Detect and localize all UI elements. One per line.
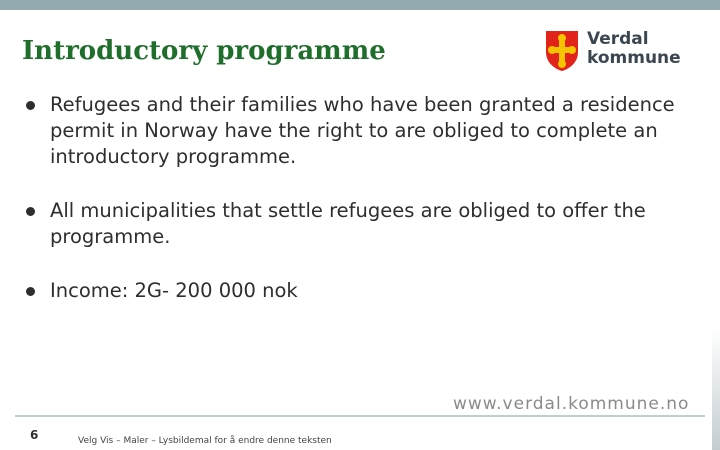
website-url: www.verdal.kommune.no (453, 394, 690, 414)
top-accent-bar (0, 0, 720, 10)
bullet-dot-icon (26, 101, 35, 110)
bullet-dot-icon (26, 207, 35, 216)
slide-title: Introductory programme (22, 36, 386, 66)
bullet-text: All municipalities that settle refugees are obliged to offer the programme. (50, 199, 646, 248)
bullet-item (22, 92, 690, 170)
right-edge-bar (712, 330, 720, 450)
logo-wordmark (587, 30, 681, 68)
footer-text: Velg Vis – Maler – Lysbildemal for å endre denne teksten (78, 436, 332, 446)
bullet-list (22, 92, 690, 304)
logo-line-verdal: Verdal (587, 29, 649, 49)
bullet-item (22, 278, 690, 304)
bullet-item (22, 198, 690, 250)
page-number: 6 (30, 428, 39, 442)
bullet-text: Refugees and their families who have been granted a residence permit in Norway have the right to are obliged to complete an introductory programme. (50, 93, 675, 168)
bullet-dot-icon (26, 287, 35, 296)
logo-line-kommune: kommune (587, 48, 681, 68)
verdal-kommune-logo (545, 28, 695, 78)
footer-divider (15, 415, 705, 417)
verdal-shield-icon (545, 30, 579, 72)
bullet-text: Income: 2G- 200 000 nok (50, 279, 298, 302)
